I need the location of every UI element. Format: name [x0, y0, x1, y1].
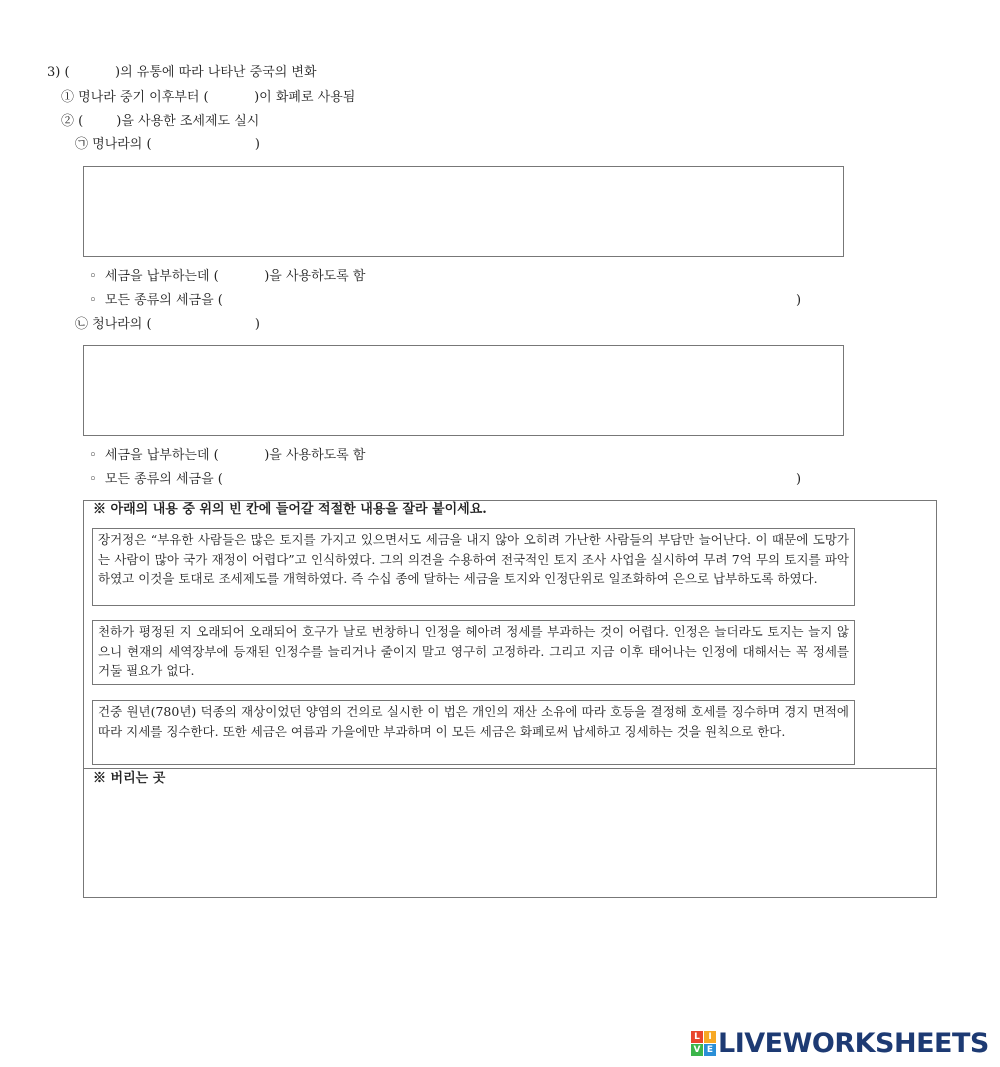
- logo-letter-e: E: [704, 1044, 716, 1056]
- question-item-1: ① 명나라 중기 이후부터 ( )이 화폐로 사용됨: [61, 90, 356, 105]
- logo-letter-i: I: [704, 1031, 716, 1043]
- qing-bullet-2: ◦ 모든 종류의 세금을 (: [89, 472, 223, 487]
- ming-bullet-2-close: ): [796, 293, 802, 308]
- ming-bullet-1: ◦ 세금을 납부하는데 ( )을 사용하도록 함: [89, 269, 366, 284]
- discard-divider: [84, 768, 936, 769]
- qing-bullet-1: ◦ 세금을 납부하는데 ( )을 사용하도록 함: [89, 448, 366, 463]
- logo-letter-v: V: [691, 1044, 703, 1056]
- qing-bullet-2-close: ): [796, 472, 802, 487]
- ming-drop-zone[interactable]: [83, 166, 844, 257]
- bank-instruction: ※ 아래의 내용 중 위의 빈 칸에 들어갈 적절한 내용을 잘라 붙이세요.: [93, 502, 487, 517]
- ming-label: ㉠ 명나라의 ( ): [75, 137, 260, 152]
- qing-label: ㉡ 청나라의 ( ): [75, 317, 260, 332]
- question-title: 3) ( )의 유통에 따라 나타난 중국의 변화: [47, 65, 317, 80]
- logo-letter-l: L: [691, 1031, 703, 1043]
- draggable-card-two-tax[interactable]: 건중 원년(780년) 덕종의 재상이었던 양염의 건의로 실시한 이 법은 개인의 재산 소유에 따라 호등을 결정해 호세를 징수하며 경지 면적에 따라 지세를 징수한다. 또한 세금은 여름과 가을에만 부과하며 이 모든 세금은 화폐로써 납세하고 징세하는 것을 원칙으로 한다.: [92, 700, 855, 765]
- draggable-card-fixed-tax[interactable]: 천하가 평정된 지 오래되어 오래되어 호구가 날로 번창하니 인정을 헤아려 정세를 부과하는 것이 어렵다. 인정은 늘더라도 토지는 늘지 않으니 현재의 세역장부에 등재된 인정수를 늘리거나 줄이지 말고 영구히 고정하라. 그리고 지금 이후 태어나는 인정에 대해서는 꼭 정세를 거둘 필요가 없다.: [92, 620, 855, 685]
- logo-mark-icon: [691, 1031, 716, 1056]
- question-item-2: ② ( )을 사용한 조세제도 실시: [61, 114, 260, 129]
- answer-bank-panel: [83, 500, 937, 898]
- qing-drop-zone[interactable]: [83, 345, 844, 436]
- draggable-card-zhangjuzheng[interactable]: 장거정은 “부유한 사람들은 많은 토지를 가지고 있으면서도 세금을 내지 않아 오히려 가난한 사람들의 부담만 늘어난다. 이 때문에 도망가는 사람이 많아 국가 재정이 어렵다”고 인식하였다. 그의 의견을 수용하여 전국적인 토지 조사 사업을 실시하여 무려 7억 무의 토지를 파악하였고 이것을 토대로 조세제도를 개혁하였다. 즉 수십 종에 달하는 세금을 토지와 인정단위로 일조화하여 은으로 납부하도록 하였다.: [92, 528, 855, 606]
- liveworksheets-logo: [691, 1026, 989, 1060]
- ming-bullet-2: ◦ 모든 종류의 세금을 (: [89, 293, 223, 308]
- logo-wordmark: LIVEWORKSHEETS: [718, 1027, 989, 1059]
- discard-zone-label: ※ 버리는 곳: [93, 771, 166, 786]
